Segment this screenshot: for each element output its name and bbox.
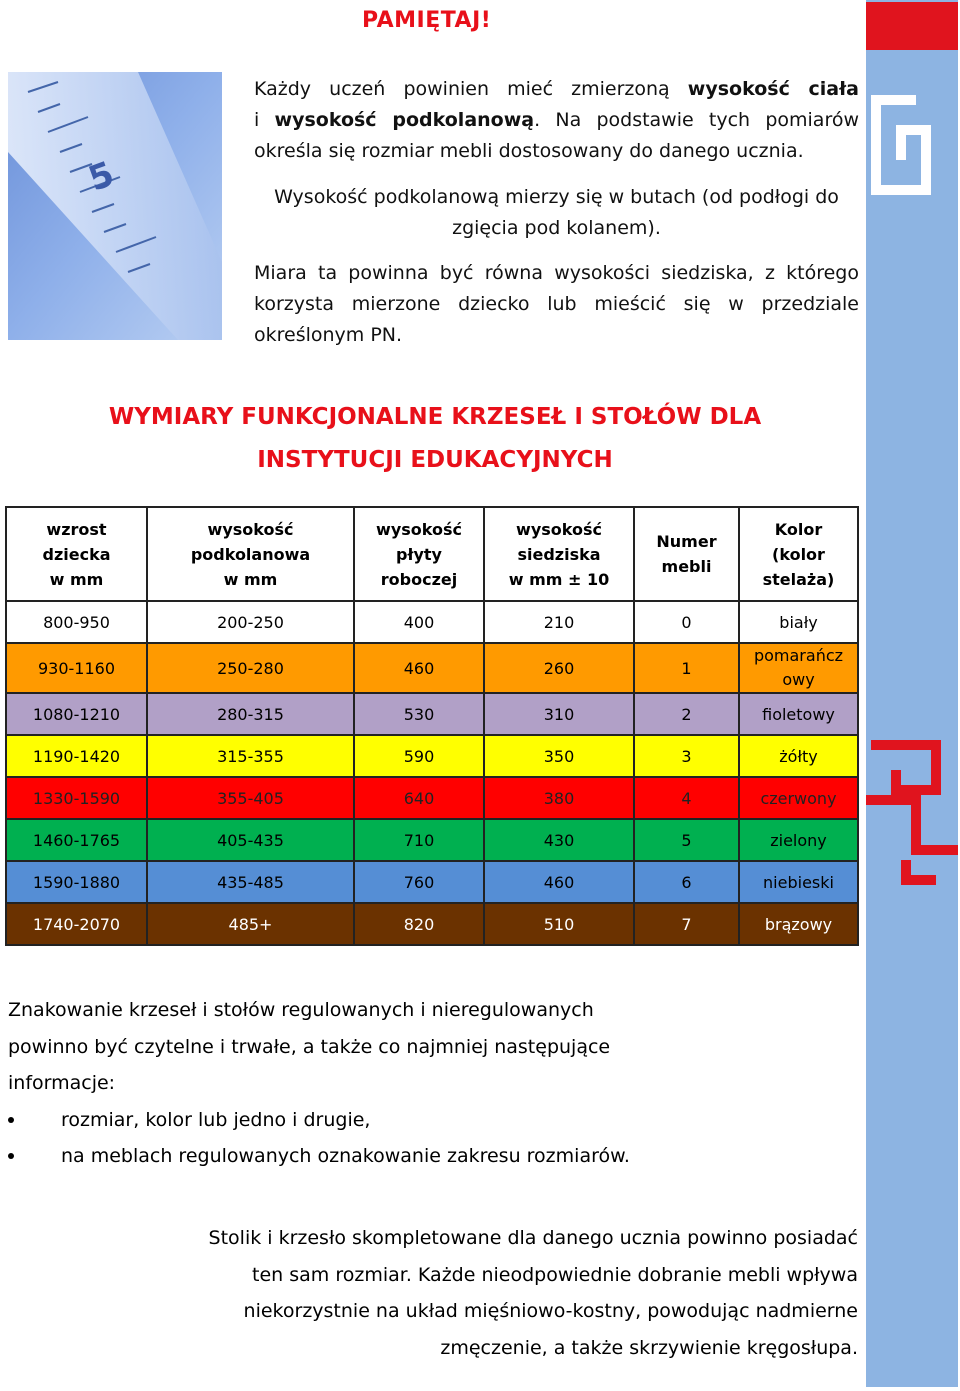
table-cell: 530 [354,693,484,735]
table-cell: 800-950 [6,601,147,643]
table-cell: 1590-1880 [6,861,147,903]
intro-paragraph-1: Każdy uczeń powinien mieć zmierzoną wysokość ciała i wysokość podkolanową. Na podstawie tych pomiarów określa się rozmiar mebli dostosowany do danego ucznia. [254,78,859,162]
table-cell: 280-315 [147,693,354,735]
table-cell: brązowy [739,903,858,945]
table-cell: 400 [354,601,484,643]
table-cell: 430 [484,819,634,861]
furniture-size-table [5,506,859,946]
table-cell: 1460-1765 [6,819,147,861]
closing-paragraph: Stolik i krzesło skompletowane dla danego ucznia powinno posiadać ten sam rozmiar. Każde nieodpowiednie dobranie mebli wpływa niekorzystnie na układ mięśniowo-kostny, powodując nadmierne zmęczenie, a także skrzywienie kręgosłupa. [208,1227,858,1359]
table-cell: 6 [634,861,739,903]
header-number: Numer mebli [634,507,739,601]
table-cell: 0 [634,601,739,643]
table-cell: 355-405 [147,777,354,819]
table-cell: 5 [634,819,739,861]
table-cell: 350 [484,735,634,777]
table-cell: 260 [484,643,634,693]
table-cell: 1190-1420 [6,735,147,777]
table-cell: 1 [634,643,739,693]
table-cell: 3 [634,735,739,777]
table-cell: 405-435 [147,819,354,861]
table-cell: 460 [354,643,484,693]
table-cell: 310 [484,693,634,735]
table-cell: fioletowy [739,693,858,735]
table-cell: 200-250 [147,601,354,643]
header-seat: wysokość siedziska w mm ± 10 [484,507,634,601]
table-row [6,643,858,693]
bullet-icon [8,1153,14,1159]
bullet-icon [8,1117,14,1123]
svg-text:5: 5 [83,153,120,200]
table-cell: 250-280 [147,643,354,693]
table-row [6,903,858,945]
table-cell: 820 [354,903,484,945]
table-cell: 4 [634,777,739,819]
table-cell: pomarańcz owy [739,643,858,693]
table-cell: 930-1160 [6,643,147,693]
header-desk: wysokość płyty roboczej [354,507,484,601]
greek-key-ornament [866,0,958,1387]
table-cell: zielony [739,819,858,861]
table-cell: żółty [739,735,858,777]
ruler-photo [8,72,222,340]
intro-paragraph-3: Miara ta powinna być równa wysokości siedziska, z którego korzysta mierzone dziecko lub mieścić się w przedziale określonym PN. [254,262,859,346]
table-cell: 315-355 [147,735,354,777]
table-row [6,777,858,819]
table-cell: 1740-2070 [6,903,147,945]
table-row [6,861,858,903]
table-row [6,601,858,643]
table-cell: 210 [484,601,634,643]
table-cell: 710 [354,819,484,861]
table-cell: 460 [484,861,634,903]
table-cell: 510 [484,903,634,945]
table-cell: 380 [484,777,634,819]
table-cell: biały [739,601,858,643]
table-cell: 435-485 [147,861,354,903]
table-row [6,819,858,861]
table-cell: 7 [634,903,739,945]
table-cell: 1330-1590 [6,777,147,819]
table-cell: 640 [354,777,484,819]
intro-paragraph-2: Wysokość podkolanową mierzy się w butach (od podłogi do zgięcia pod kolanem). [274,186,839,239]
marking-note: Znakowanie krzeseł i stołów regulowanych i nieregulowanych powinno być czytelne i trwałe, a także co najmniej następujące informacje: [8,999,611,1094]
table-row [6,693,858,735]
table-cell: 590 [354,735,484,777]
table-cell: 2 [634,693,739,735]
table-header-row [6,507,858,601]
table-cell: niebieski [739,861,858,903]
table-cell: 760 [354,861,484,903]
header-height: wzrost dziecka w mm [6,507,147,601]
page-heading: PAMIĘTAJ! [362,8,492,33]
table-title: WYMIARY FUNKCJONALNE KRZESEŁ I STOŁÓW DLA INSTYTUCJI EDUKACYJNYCH [108,404,762,473]
table-cell: czerwony [739,777,858,819]
header-popliteal: wysokość podkolanowa w mm [147,507,354,601]
table-cell: 485+ [147,903,354,945]
table-row [6,735,858,777]
table-cell: 1080-1210 [6,693,147,735]
header-color: Kolor (kolor stelaża) [739,507,858,601]
